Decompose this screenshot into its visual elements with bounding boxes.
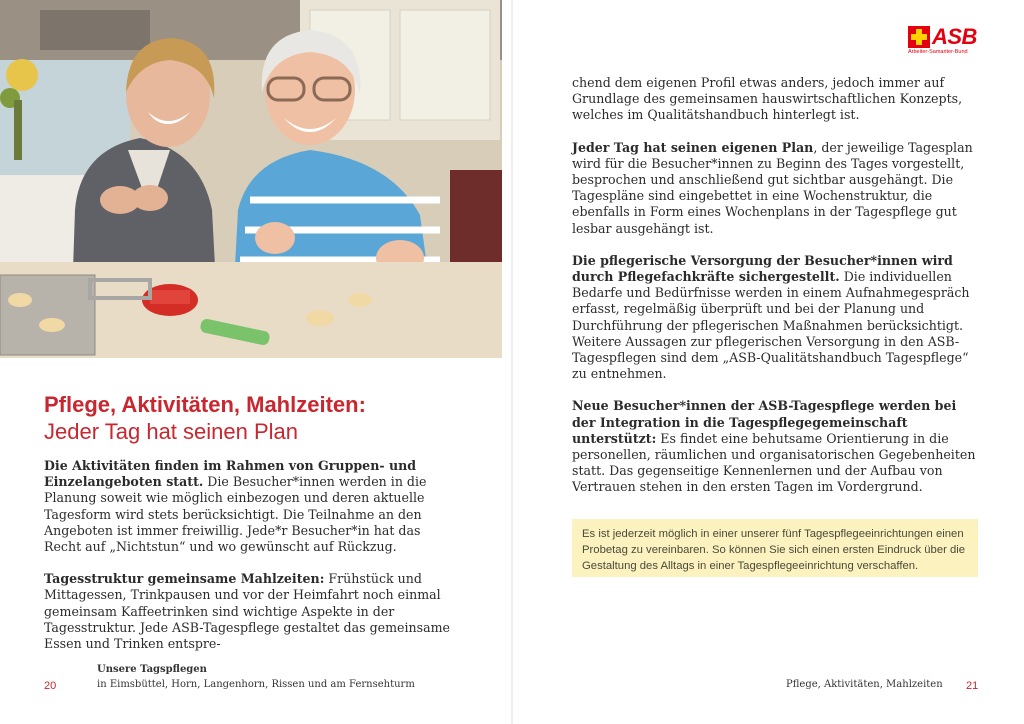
left-text-column xyxy=(44,458,452,668)
heading-subtitle: Jeder Tag hat seinen Plan xyxy=(44,419,298,444)
paragraph-lead: Neue Besucher*innen der ASB-Tagespflege werden bei der Integration in die Tagespflegegemeinschaft unterstützt: xyxy=(572,398,957,446)
photo-women-baking xyxy=(0,0,502,358)
paragraph-lead: Jeder Tag hat seinen eigenen Plan xyxy=(572,139,814,155)
paragraph-body: , der jeweilige Tagesplan wird für die Besucher*innen zu Beginn des Tages vorgestellt, besprochen und anschließend gut sichtbar ausgehängt. Die Tagespläne sind eingebettet in eine Wochenstruktur, die ebenfalls in Form eines Wochenplans in der Tagespflege gut lesbar ausgehängt ist. xyxy=(572,139,973,236)
paragraph-body: Es findet eine behutsame Orientierung in die personellen, räumlichen und organisatorischen Gegebenheiten statt. Das gegenseitige Kennenlernen und der Aufbau von Vertrauen stehen in den ersten Tagen im Vordergrund. xyxy=(572,430,976,495)
heading-title: Pflege, Aktivitäten, Mahlzeiten: xyxy=(44,392,366,417)
logo-subtitle: Arbeiter-Samariter-Bund xyxy=(908,49,968,55)
right-text-column xyxy=(572,75,976,512)
page-number-right: 21 xyxy=(966,680,979,692)
paragraph-lead: Die pflegerische Versorgung der Besucher*innen wird durch Pflegefachkräfte sichergestellt. xyxy=(572,252,953,285)
samaritan-cross-icon xyxy=(908,26,930,48)
section-heading xyxy=(44,392,484,446)
paragraph-body: chend dem eigenen Profil etwas anders, jedoch immer auf Grundlage des gemeinsamen hauswirtschaftlichen Konzepts, welches im Qualitätshandbuch hinterlegt ist. xyxy=(572,75,963,123)
footer-subtitle: in Eimsbüttel, Horn, Langenhorn, Rissen und am Fernsehturm xyxy=(97,679,415,690)
paragraph-daily-plan xyxy=(572,140,976,237)
paragraph-meals xyxy=(44,571,452,652)
paragraph-body: Die Besucher*innen werden in die Planung soweit wie möglich einbezogen und deren aktuelle Tagesform wird stets berücksichtigt. Die Teilnahme an den Angeboten ist immer freiwillig. Jede*r Besucher*in hat das Recht auf „Nichtstun“ und wo gewünscht auf Rückzug. xyxy=(44,474,427,555)
page-gutter xyxy=(511,0,513,724)
paragraph-activities xyxy=(44,458,452,555)
logo-text: ASB xyxy=(932,24,977,49)
photo-illustration xyxy=(0,0,502,358)
asb-logo xyxy=(908,26,980,56)
paragraph-care xyxy=(572,253,976,383)
page-number-left: 20 xyxy=(44,680,57,692)
trial-day-infobox: Es ist jederzeit möglich in einer unserer fünf Tagespflegeeinrichtungen einen Probetag zu vereinbaren. So können Sie sich einen ersten Eindruck über die Gestaltung des Alltags in einer Tagespflegeeinrichtung verschaffen. xyxy=(572,519,978,577)
paragraph-lead: Tagesstruktur gemeinsame Mahlzeiten: xyxy=(44,571,325,587)
footer-title: Unsere Tagspflegen xyxy=(97,664,207,675)
footer-section-title: Pflege, Aktivitäten, Mahlzeiten xyxy=(786,679,943,690)
paragraph-continuation xyxy=(572,75,976,124)
paragraph-lead: Die Aktivitäten finden im Rahmen von Gruppen- und Einzelangeboten statt. xyxy=(44,458,417,490)
paragraph-body: Die individuellen Bedarfe und Bedürfnisse werden in einem Aufnahmegespräch erfasst, regelmäßig überprüft und bei der Planung und Durchführung der pflegerischen Maßnahmen berücksichtigt. Weitere Aussagen zur pflegerischen Versorgung in den ASB-Tagespflegen sind dem „ASB-Qualitätshandbuch Tagespflege“ zu entnehmen. xyxy=(572,269,970,382)
paragraph-integration xyxy=(572,398,976,495)
paragraph-body: Frühstück und Mittagessen, Trinkpausen und vor der Heimfahrt noch einmal gemeinsam Kaffeetrinken sind wichtige Aspekte in der Tagesstruktur. Jede ASB-Tagespflege gestaltet das gemeinsame Essen und Trinken entspre- xyxy=(44,571,450,652)
